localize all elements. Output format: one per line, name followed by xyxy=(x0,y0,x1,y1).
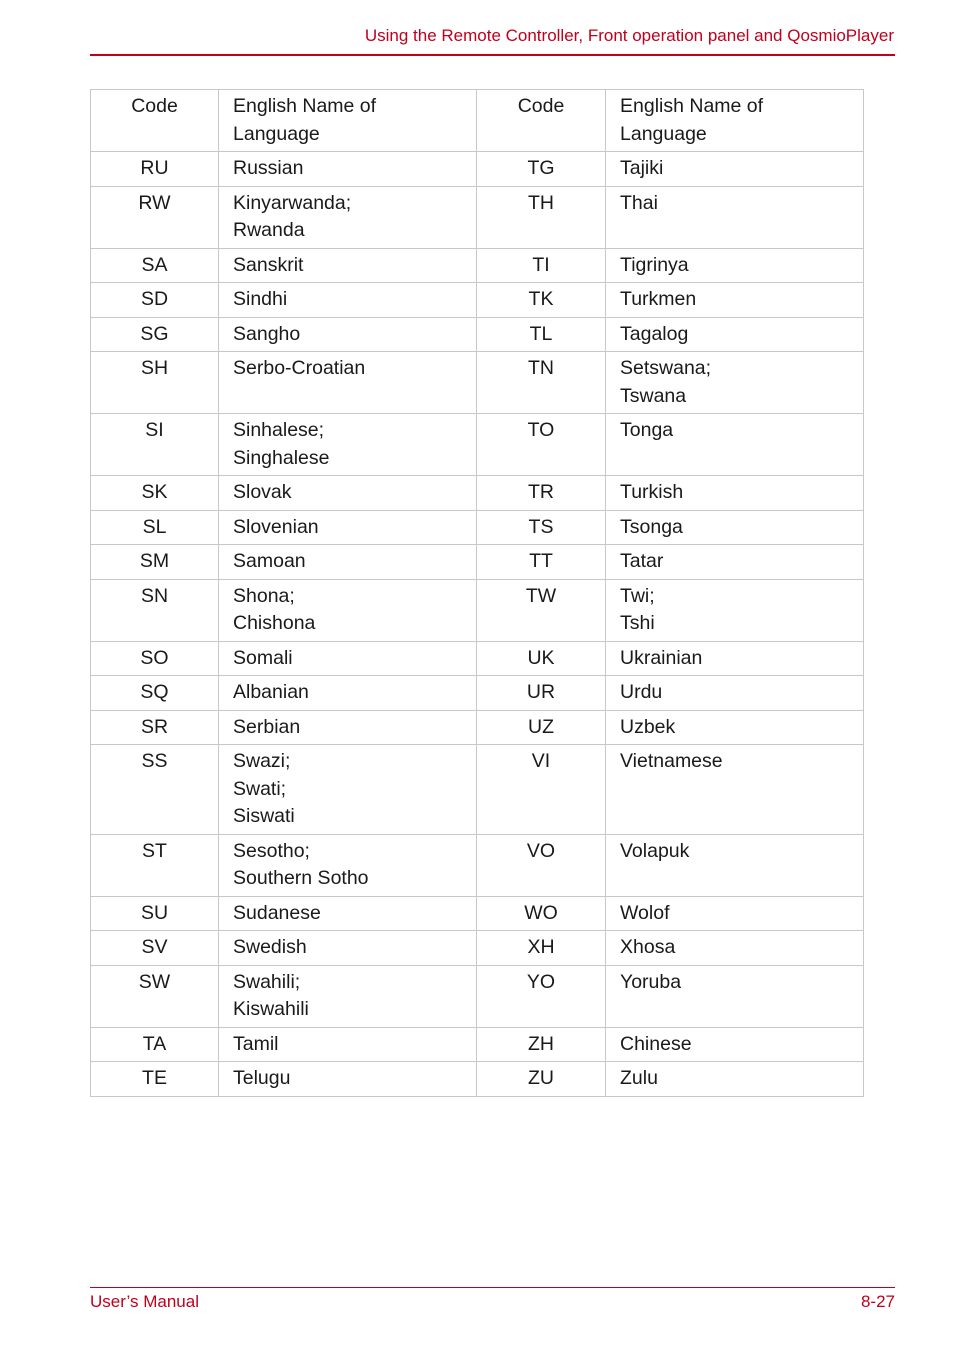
cell-text: Setswana; xyxy=(620,357,712,379)
cell-language-name xyxy=(606,676,864,711)
cell-text: Shona; xyxy=(233,584,295,607)
cell-text: Code xyxy=(517,95,565,117)
cell-text: Serbian xyxy=(233,715,301,738)
cell-text: WO xyxy=(524,901,558,924)
cell-text: TG xyxy=(527,157,555,179)
cell-text: Xhosa xyxy=(620,936,676,958)
table-row xyxy=(91,1062,864,1097)
cell-code xyxy=(91,579,219,641)
cell-text: Swati; xyxy=(233,777,287,800)
cell-text: TN xyxy=(528,357,554,379)
cell-text: Turkmen xyxy=(620,288,697,310)
table-row xyxy=(91,896,864,931)
cell-text: Serbo-Croatian xyxy=(233,357,366,379)
cell-text: SU xyxy=(140,901,169,924)
cell-text: Siswati xyxy=(233,805,295,827)
table-row xyxy=(91,414,864,476)
cell-language-name xyxy=(219,248,477,283)
cell-language-name xyxy=(606,152,864,187)
cell-code xyxy=(91,476,219,511)
cell-code xyxy=(91,317,219,352)
cell-code xyxy=(477,510,606,545)
cell-text: Chishona xyxy=(233,612,316,634)
header-cell-language-name xyxy=(606,90,864,152)
cell-text: Telugu xyxy=(233,1067,291,1089)
cell-language-name xyxy=(606,476,864,511)
cell-code xyxy=(91,414,219,476)
cell-text: English Name of xyxy=(233,95,377,117)
cell-text: SQ xyxy=(140,681,169,703)
table-body xyxy=(91,90,864,1097)
cell-language-name xyxy=(606,352,864,414)
cell-code xyxy=(477,834,606,896)
header-cell-language-name xyxy=(219,90,477,152)
cell-code xyxy=(91,641,219,676)
cell-code xyxy=(477,1027,606,1062)
cell-text: Twi; xyxy=(620,584,655,607)
cell-language-name xyxy=(606,579,864,641)
cell-code xyxy=(91,248,219,283)
cell-language-name xyxy=(219,745,477,835)
cell-text: Samoan xyxy=(233,550,306,572)
table-row xyxy=(91,545,864,580)
cell-language-name xyxy=(219,710,477,745)
cell-code xyxy=(91,1027,219,1062)
cell-text: SI xyxy=(145,419,164,441)
cell-language-name xyxy=(219,676,477,711)
table-row xyxy=(91,186,864,248)
cell-text: Thai xyxy=(620,191,658,214)
cell-text: Slovenian xyxy=(233,515,319,538)
cell-text: SO xyxy=(140,646,169,669)
cell-text: SL xyxy=(142,515,167,538)
cell-text: Sinhalese; xyxy=(233,419,325,441)
cell-text: SW xyxy=(138,970,171,993)
cell-text: Language xyxy=(620,122,707,145)
cell-text: Sindhi xyxy=(233,288,288,310)
cell-language-name xyxy=(606,186,864,248)
header-cell-code xyxy=(91,90,219,152)
cell-code xyxy=(477,283,606,318)
cell-text: RU xyxy=(140,157,169,179)
cell-language-name xyxy=(219,283,477,318)
table-row xyxy=(91,676,864,711)
cell-text: Ukrainian xyxy=(620,646,703,669)
cell-text: Tajiki xyxy=(620,157,664,179)
cell-text: Turkish xyxy=(620,481,684,503)
table-row xyxy=(91,152,864,187)
cell-code xyxy=(91,1062,219,1097)
cell-text: TS xyxy=(528,515,554,538)
cell-text: Tshi xyxy=(620,612,655,634)
cell-text: Tamil xyxy=(233,1032,279,1055)
cell-code xyxy=(91,745,219,835)
cell-text: Chinese xyxy=(620,1032,692,1055)
cell-language-name xyxy=(219,965,477,1027)
cell-code xyxy=(477,352,606,414)
cell-code xyxy=(91,510,219,545)
table-row xyxy=(91,510,864,545)
cell-text: Swazi; xyxy=(233,750,291,772)
cell-text: Uzbek xyxy=(620,715,676,738)
cell-language-name xyxy=(219,317,477,352)
cell-language-name xyxy=(219,834,477,896)
table-row xyxy=(91,641,864,676)
cell-code xyxy=(477,248,606,283)
cell-language-name xyxy=(219,579,477,641)
cell-text: SG xyxy=(140,322,169,345)
cell-text: Zulu xyxy=(620,1067,658,1089)
cell-text: Russian xyxy=(233,157,304,179)
cell-text: SA xyxy=(141,253,168,276)
cell-text: TT xyxy=(529,550,553,572)
cell-language-name xyxy=(219,510,477,545)
cell-text: Swahili; xyxy=(233,970,301,993)
cell-code xyxy=(477,931,606,966)
cell-language-name xyxy=(219,1062,477,1097)
cell-code xyxy=(477,965,606,1027)
cell-code xyxy=(477,186,606,248)
footer-manual-title: User’s Manual xyxy=(90,1292,199,1311)
cell-language-name xyxy=(219,896,477,931)
cell-text: TI xyxy=(532,253,550,276)
cell-text: YO xyxy=(526,970,556,993)
cell-text: UR xyxy=(526,681,556,703)
cell-code xyxy=(477,317,606,352)
page-header-title: Using the Remote Controller, Front operation panel and QosmioPlayer xyxy=(364,26,894,45)
cell-code xyxy=(477,545,606,580)
cell-code xyxy=(477,641,606,676)
cell-language-name xyxy=(606,745,864,835)
cell-text: TW xyxy=(525,584,557,607)
cell-language-name xyxy=(606,834,864,896)
table-row xyxy=(91,579,864,641)
cell-text: Tigrinya xyxy=(620,253,689,276)
cell-language-name xyxy=(219,931,477,966)
table-row xyxy=(91,745,864,835)
table-row xyxy=(91,965,864,1027)
cell-text: Slovak xyxy=(233,481,292,503)
cell-text: TK xyxy=(528,288,554,310)
cell-language-name xyxy=(219,186,477,248)
cell-text: SS xyxy=(141,750,168,772)
cell-text: Tswana xyxy=(620,384,687,407)
table-row xyxy=(91,710,864,745)
cell-text: Vietnamese xyxy=(620,750,723,772)
cell-code xyxy=(477,152,606,187)
cell-language-name xyxy=(219,641,477,676)
cell-text: Sudanese xyxy=(233,901,321,924)
cell-text: TR xyxy=(528,481,554,503)
cell-text: Rwanda xyxy=(233,219,305,241)
table-row xyxy=(91,317,864,352)
cell-text: VI xyxy=(531,750,551,772)
cell-language-name xyxy=(219,152,477,187)
cell-text: XH xyxy=(527,936,555,958)
cell-code xyxy=(477,676,606,711)
cell-text: Somali xyxy=(233,646,293,669)
table-row xyxy=(91,352,864,414)
cell-text: SR xyxy=(140,715,169,738)
cell-text: ZH xyxy=(528,1032,554,1055)
cell-text: VO xyxy=(526,839,556,862)
table-row xyxy=(91,1027,864,1062)
cell-code xyxy=(477,414,606,476)
cell-text: TE xyxy=(142,1067,167,1089)
cell-text: Yoruba xyxy=(620,970,682,993)
cell-code xyxy=(477,476,606,511)
cell-text: Albanian xyxy=(233,681,309,703)
table-row xyxy=(91,931,864,966)
cell-code xyxy=(91,186,219,248)
cell-language-name xyxy=(219,352,477,414)
cell-text: Southern Sotho xyxy=(233,867,369,889)
language-code-table xyxy=(90,89,864,1097)
table-header-row xyxy=(91,90,864,152)
cell-language-name xyxy=(606,1062,864,1097)
cell-text: Swedish xyxy=(233,936,307,958)
cell-text: Urdu xyxy=(620,681,663,703)
cell-text: ZU xyxy=(528,1067,554,1089)
cell-text: Tagalog xyxy=(620,322,689,345)
cell-code xyxy=(477,710,606,745)
cell-code xyxy=(91,834,219,896)
cell-code xyxy=(91,352,219,414)
cell-text: ST xyxy=(142,839,167,862)
cell-text: Singhalese xyxy=(233,446,330,469)
cell-code xyxy=(91,896,219,931)
cell-language-name xyxy=(606,965,864,1027)
cell-language-name xyxy=(606,931,864,966)
cell-text: SK xyxy=(141,481,168,503)
cell-text: Language xyxy=(233,122,320,145)
cell-language-name xyxy=(219,476,477,511)
cell-text: SH xyxy=(140,357,169,379)
cell-text: Sangho xyxy=(233,322,301,345)
cell-language-name xyxy=(606,545,864,580)
table-row xyxy=(91,834,864,896)
cell-text: Wolof xyxy=(620,901,670,924)
cell-code xyxy=(91,152,219,187)
cell-text: Tatar xyxy=(620,550,664,572)
cell-text: SM xyxy=(139,550,170,572)
cell-text: UZ xyxy=(528,715,554,738)
cell-language-name xyxy=(219,545,477,580)
cell-language-name xyxy=(219,1027,477,1062)
cell-text: Volapuk xyxy=(620,839,690,862)
table-row xyxy=(91,248,864,283)
cell-text: Tonga xyxy=(620,419,674,441)
cell-text: Sanskrit xyxy=(233,253,304,276)
cell-text: SN xyxy=(140,584,169,607)
cell-code xyxy=(91,283,219,318)
cell-text: SV xyxy=(141,936,168,958)
cell-text: TA xyxy=(142,1032,167,1055)
cell-text: SD xyxy=(140,288,169,310)
cell-code xyxy=(91,965,219,1027)
cell-text: Code xyxy=(131,95,178,117)
cell-text: TH xyxy=(528,191,554,214)
footer-divider xyxy=(90,1287,895,1288)
cell-code xyxy=(477,745,606,835)
cell-text: Tsonga xyxy=(620,515,683,538)
cell-language-name xyxy=(606,510,864,545)
cell-language-name xyxy=(606,248,864,283)
cell-language-name xyxy=(606,317,864,352)
cell-text: Kinyarwanda; xyxy=(233,191,352,214)
cell-language-name xyxy=(219,414,477,476)
cell-language-name xyxy=(606,641,864,676)
cell-text: TO xyxy=(527,419,555,441)
cell-code xyxy=(477,896,606,931)
cell-code xyxy=(91,931,219,966)
cell-text: RW xyxy=(138,191,171,214)
header-cell-code xyxy=(477,90,606,152)
cell-language-name xyxy=(606,1027,864,1062)
table-row xyxy=(91,476,864,511)
cell-language-name xyxy=(606,283,864,318)
table-row xyxy=(91,283,864,318)
header-divider xyxy=(90,54,895,56)
cell-text: English Name of xyxy=(620,95,764,117)
cell-language-name xyxy=(606,710,864,745)
cell-text: TL xyxy=(529,322,553,345)
cell-code xyxy=(91,710,219,745)
cell-text: UK xyxy=(527,646,555,669)
cell-code xyxy=(91,545,219,580)
cell-text: Kiswahili xyxy=(233,998,309,1020)
footer-page-number: 8-27 xyxy=(860,1292,895,1311)
cell-language-name xyxy=(606,414,864,476)
cell-text: Sesotho; xyxy=(233,839,310,862)
cell-code xyxy=(477,579,606,641)
cell-code xyxy=(91,676,219,711)
cell-language-name xyxy=(606,896,864,931)
cell-code xyxy=(477,1062,606,1097)
